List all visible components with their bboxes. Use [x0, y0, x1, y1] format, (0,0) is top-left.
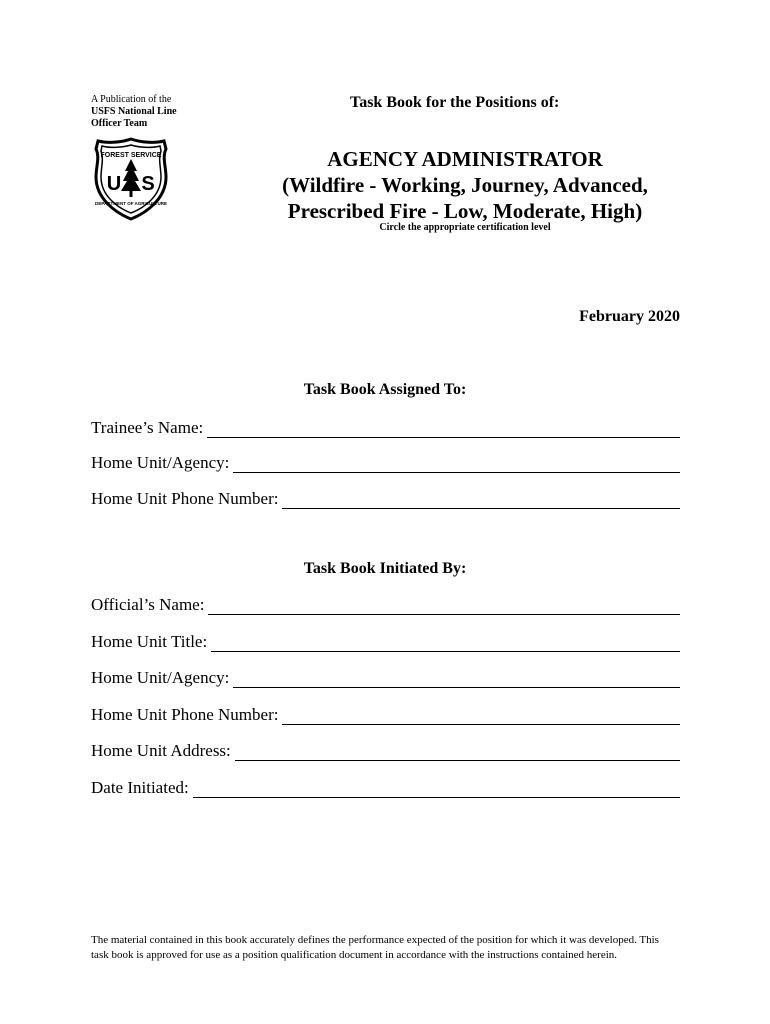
field-label: Trainee’s Name:	[91, 418, 204, 437]
svg-text:S: S	[141, 173, 155, 195]
fill-in-line[interactable]	[233, 456, 680, 473]
task-book-for-heading: Task Book for the Positions of:	[350, 94, 560, 111]
field-label: Home Unit/Agency:	[91, 668, 230, 687]
logo-top-text: FOREST SERVICE	[100, 152, 162, 159]
field-label: Official’s Name:	[91, 595, 205, 614]
usfs-shield-logo	[92, 137, 170, 221]
title-line-3: Prescribed Fire - Low, Moderate, High)	[287, 199, 643, 223]
fill-in-line[interactable]	[282, 708, 680, 725]
publication-line-1: A Publication of the	[91, 94, 172, 105]
fill-in-line[interactable]	[233, 671, 680, 688]
date-initiated-field[interactable]	[91, 778, 680, 798]
fill-in-line[interactable]	[193, 781, 680, 798]
initiated-home-unit-agency-field[interactable]	[91, 668, 680, 688]
publication-line-3: Officer Team	[91, 118, 148, 129]
assigned-phone-field[interactable]	[91, 489, 680, 509]
trainee-name-field[interactable]	[91, 418, 680, 438]
official-name-field[interactable]	[91, 595, 680, 615]
field-label: Home Unit Title:	[91, 632, 208, 651]
publication-date: February 2020	[579, 308, 680, 325]
footnote-text: The material contained in this book accurately defines the performance expected of the position for which it was developed. This task book is approved for use as a position qualification document in accordance with the instructions contained herein.	[91, 934, 659, 961]
assigned-home-unit-agency-field[interactable]	[91, 453, 680, 473]
title-line-2: (Wildfire - Working, Journey, Advanced,	[282, 173, 648, 197]
fill-in-line[interactable]	[207, 421, 680, 438]
publication-note	[91, 94, 177, 130]
logo-bottom-text: DEPARTMENT OF AGRICULTURE	[95, 201, 167, 206]
fill-in-line[interactable]	[211, 635, 680, 652]
field-label: Date Initiated:	[91, 778, 189, 797]
home-unit-address-field[interactable]	[91, 741, 680, 761]
initiated-heading: Task Book Initiated By:	[303, 560, 467, 577]
publication-line-2: USFS National Line	[91, 106, 177, 117]
assigned-heading: Task Book Assigned To:	[303, 381, 467, 398]
home-unit-title-field[interactable]	[91, 632, 680, 652]
fill-in-line[interactable]	[282, 492, 680, 509]
field-label: Home Unit/Agency:	[91, 453, 230, 472]
fill-in-line[interactable]	[235, 744, 680, 761]
field-label: Home Unit Address:	[91, 741, 231, 760]
certification-note: Circle the appropriate certification level	[379, 222, 551, 233]
field-label: Home Unit Phone Number:	[91, 489, 279, 508]
title-line-1: AGENCY ADMINISTRATOR	[327, 147, 603, 171]
field-label: Home Unit Phone Number:	[91, 705, 279, 724]
fill-in-line[interactable]	[208, 598, 680, 615]
initiated-phone-field[interactable]	[91, 705, 680, 725]
position-title	[200, 146, 730, 224]
svg-text:U: U	[106, 173, 122, 195]
